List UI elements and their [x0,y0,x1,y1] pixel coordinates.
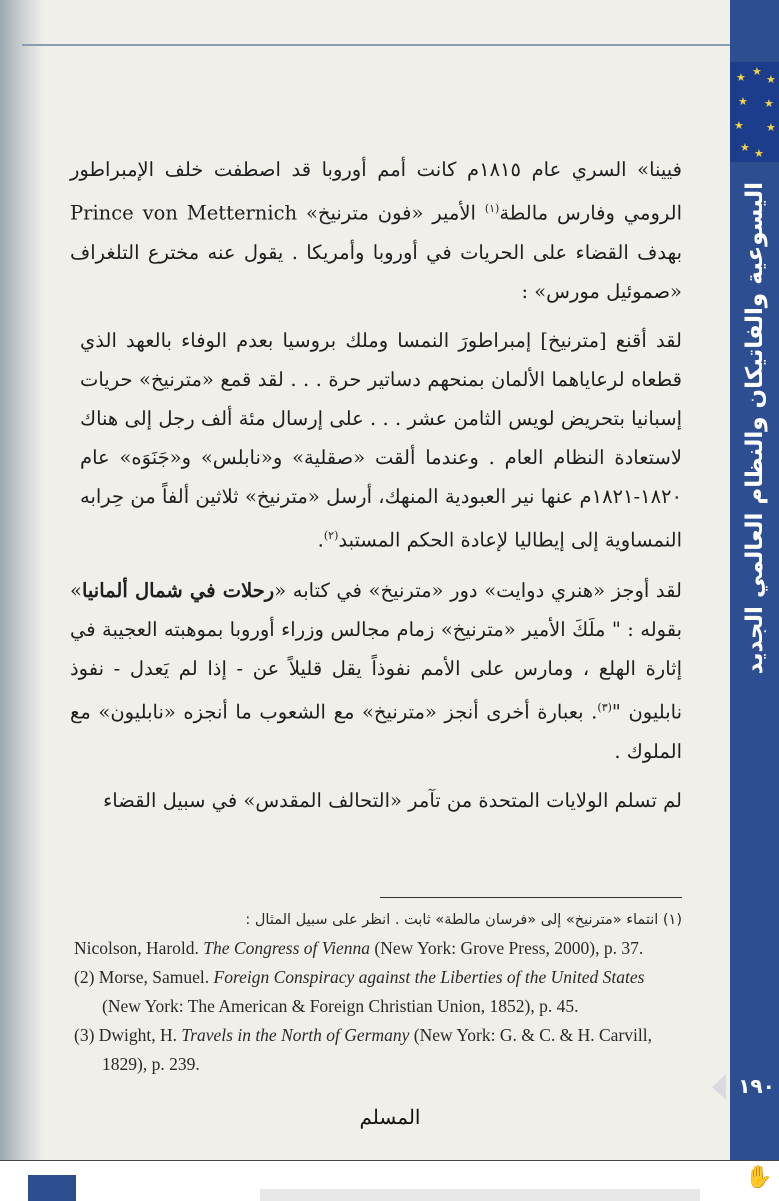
block-quote: لقد أقنع [مترنيخ] إمبراطورَ النمسا وملك بروسيا بعدم الوفاء بالعهد الذي قطعاه لرعاياهما الألمان بمنحهم دساتير حرة . . . لقد قمع «مترنيخ» حريات إسبانيا بتحريض لويس الثامن عشر . . . على إرسال مئة ألف رجل إلى هناك لاستعادة النظام العام . وعندما ألقت «صقلية» و«نابلس» و«جَنَوَه» عام ١٨٢٠-١٨٢١م عنها نير العبودية المنهك، أرسل «مترنيخ» ثلاثين ألفاً من حِرابه النمساوية إلى إيطاليا لإعادة الحكم المستبد$^{(٢)}$. [80,328,682,551]
bottom-bar [0,1160,779,1201]
page-arrow-icon [712,1074,726,1100]
page-number: ١٩٠ [738,1074,775,1098]
body-paragraph-2: لقد أوجز «هنري دوايت» دور «مترنيخ» في كتابه «رحلات في شمال ألمانيا» بقوله : " ملَكَ الأمير «مترنيخ» زمام مجالس وزراء أوروبا بموهبته العجيبة في إثارة الهلع ، ومارس على الأمم نفوذاً يقل قليلاً عن - إذا لم يَعدل - نفوذ نابليون "$^{(٣)}$. بعبارة أخرى أنجز «مترنيخ» مع الشعوب ما أنجزه «نابليون» مع الملوك . [70,579,682,763]
footnote-1-citation: Nicolson, Harold. The Congress of Vienna (New York: Grove Press, 2000), p. 37. [74,938,644,958]
body-paragraph-3: لم تسلم الولايات المتحدة من تآمر «التحالف المقدس» في سبيل القضاء [103,788,682,812]
book-binding-shadow [0,0,44,1160]
book-title-text: اليسوعية والفاتيكان والنظام العالمي الجديد [741,181,768,675]
footnote-3: (3) Dwight, H. Travels in the North of Germany (New York: G. & C. & H. Carvill, 1829), p. 239. [74,1025,652,1074]
header-rule [22,44,734,46]
page-number-marker [712,1070,779,1104]
publisher-logo: المسلم [359,1105,421,1129]
eu-flag-icon: ★ ★ ★ ★ ★ ★ ★ ★ ★ [730,62,779,162]
footnotes [74,906,682,1079]
page-body [70,150,682,830]
next-page-edge [28,1175,76,1201]
book-title-vertical [730,168,779,688]
footnote-2: (2) Morse, Samuel. Foreign Conspiracy against the Liberties of the United States (New York: The American & Foreign Christian Union, 1852), p. 45. [74,967,645,1016]
footnote-1-arabic: (١) انتماء «مترنيخ» إلى «فرسان مالطة» ثابت . انظر على سبيل المثال : [245,912,682,928]
footnote-rule [380,897,682,898]
next-page-strip [260,1189,700,1201]
hand-pointer-icon[interactable]: ✋ [745,1165,773,1190]
body-paragraph-1: فيينا» السري عام ١٨١٥م كانت أمم أوروبا قد اصطفت خلف الإمبراطور الرومي وفارس مالطة$^{(١)}$ الأمير «فون مترنيخ» Prince von Metternich بهدف القضاء على الحريات في أوروبا وأمريكا . يقول عنه مخترع التلغراف «صموئيل مورس» : [70,158,683,303]
